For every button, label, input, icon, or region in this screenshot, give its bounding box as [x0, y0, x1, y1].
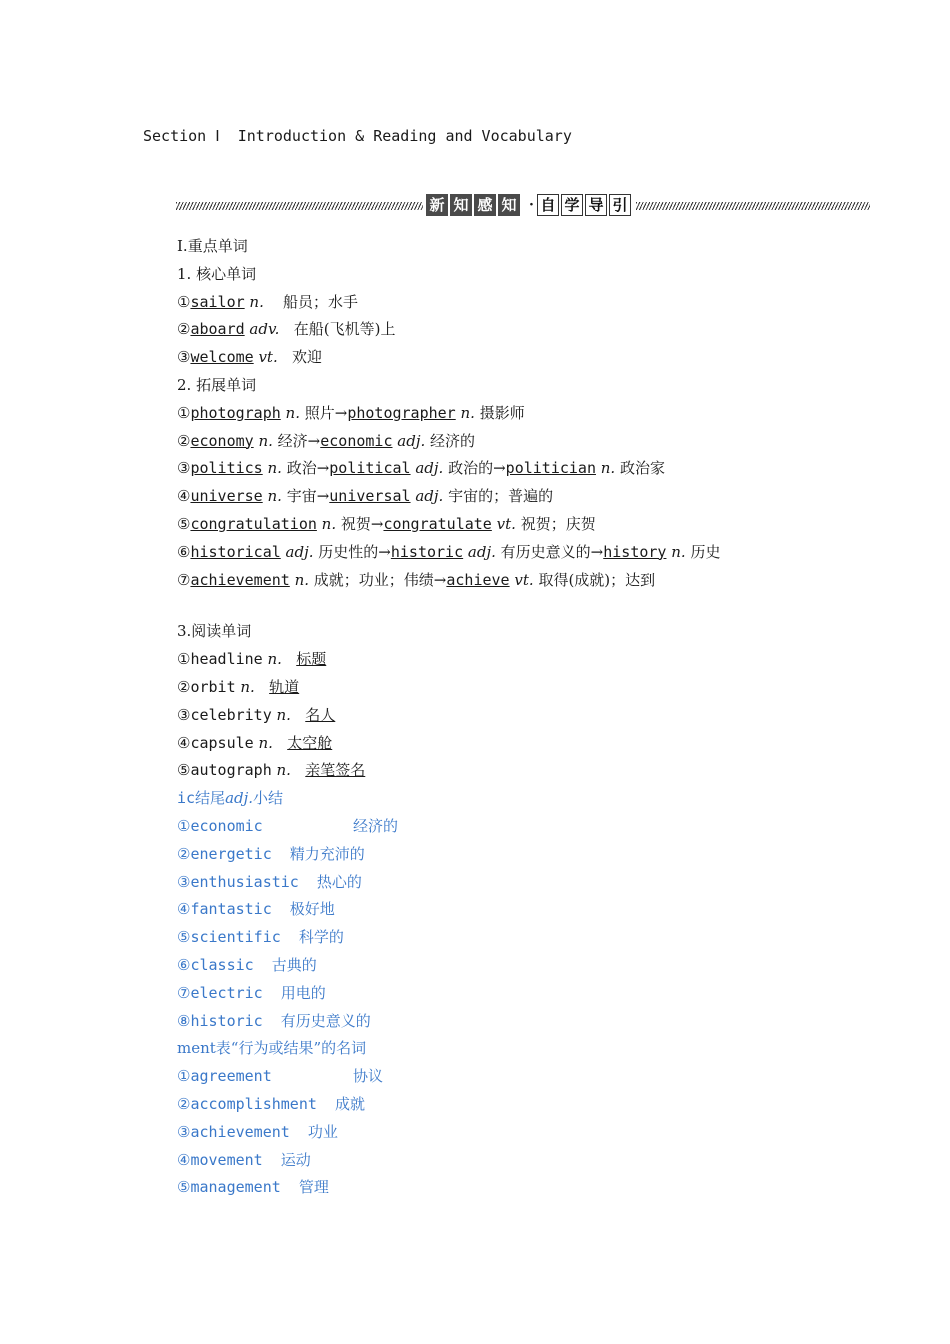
ic-summary-item: ⑤scientific 科学的: [177, 928, 344, 947]
ic-summary-item: ⑧historic 有历史意义的: [177, 1011, 371, 1030]
ment-summary-item: ②accomplishment 成就: [177, 1094, 365, 1113]
extended-word-item: ④universe n. 宇宙→universal adj. 宇宙的；普遍的: [177, 487, 554, 506]
banner-badge-self-study: 自 学 导 引: [537, 194, 633, 216]
extended-heading: 2. 拓展单词: [177, 375, 257, 394]
extended-word-item: ⑥historical adj. 历史性的→historic adj. 有历史意义的→history n. 历史: [177, 542, 721, 561]
ment-summary-item: ③achievement 功业: [177, 1122, 338, 1141]
ment-summary-heading: ment表“行为或结果”的名词: [177, 1039, 367, 1058]
page-title: Section Ⅰ Introduction & Reading and Vocabulary: [143, 127, 572, 145]
reading-word-item: ②orbit n. 轨道: [177, 677, 300, 696]
ic-summary-item: ⑦electric 用电的: [177, 983, 326, 1002]
vocabulary-content: [177, 233, 877, 1202]
section-banner: [176, 193, 870, 219]
ic-summary-item: ⑥classic 古典的: [177, 955, 317, 974]
reading-word-item: ⑤autograph n. 亲笔签名: [177, 761, 366, 780]
ic-summary-item: ②energetic 精力充沛的: [177, 844, 365, 863]
reading-word-item: ④capsule n. 太空舱: [177, 733, 333, 752]
extended-word-item: ⑤congratulation n. 祝贺→congratulate vt. 祝贺；庆贺: [177, 514, 596, 533]
ment-summary-item: ⑤management 管理: [177, 1178, 329, 1197]
extended-word-item: ①photograph n. 照片→photographer n. 摄影师: [177, 403, 525, 422]
core-heading: 1. 核心单词: [177, 264, 257, 283]
core-word-item: ③welcome vt. 欢迎: [177, 348, 323, 367]
ic-summary-item: ④fantastic 极好地: [177, 900, 335, 919]
core-word-item: ②aboard adv. 在船(飞机等)上: [177, 320, 396, 339]
reading-word-item: ③celebrity n. 名人: [177, 705, 336, 724]
core-word-item: ①sailor n. 船员；水手: [177, 292, 358, 311]
reading-heading: 3.阅读单词: [177, 622, 252, 641]
section-heading: Ⅰ.重点单词: [177, 237, 248, 255]
ic-summary-item: ③enthusiastic 热心的: [177, 872, 362, 891]
banner-hatch-right: [636, 202, 870, 210]
extended-word-item: ②economy n. 经济→economic adj. 经济的: [177, 431, 476, 450]
extended-word-item: ③politics n. 政治→political adj. 政治的→politician n. 政治家: [177, 459, 665, 478]
reading-word-item: ①headline n. 标题: [177, 650, 327, 669]
ic-summary-item: ①economic 经济的: [177, 816, 399, 835]
banner-dot: ·: [529, 197, 534, 213]
ment-summary-item: ④movement 运动: [177, 1150, 311, 1169]
extended-word-item: ⑦achievement n. 成就；功业；伟绩→achieve vt. 取得(成就)；达到: [177, 570, 656, 589]
ment-summary-item: ①agreement 协议: [177, 1067, 384, 1086]
ic-summary-heading: ic结尾adj.小结: [177, 789, 284, 808]
banner-badge-new-knowledge: 新 知 感 知: [426, 194, 522, 216]
banner-hatch-left: [176, 202, 423, 210]
